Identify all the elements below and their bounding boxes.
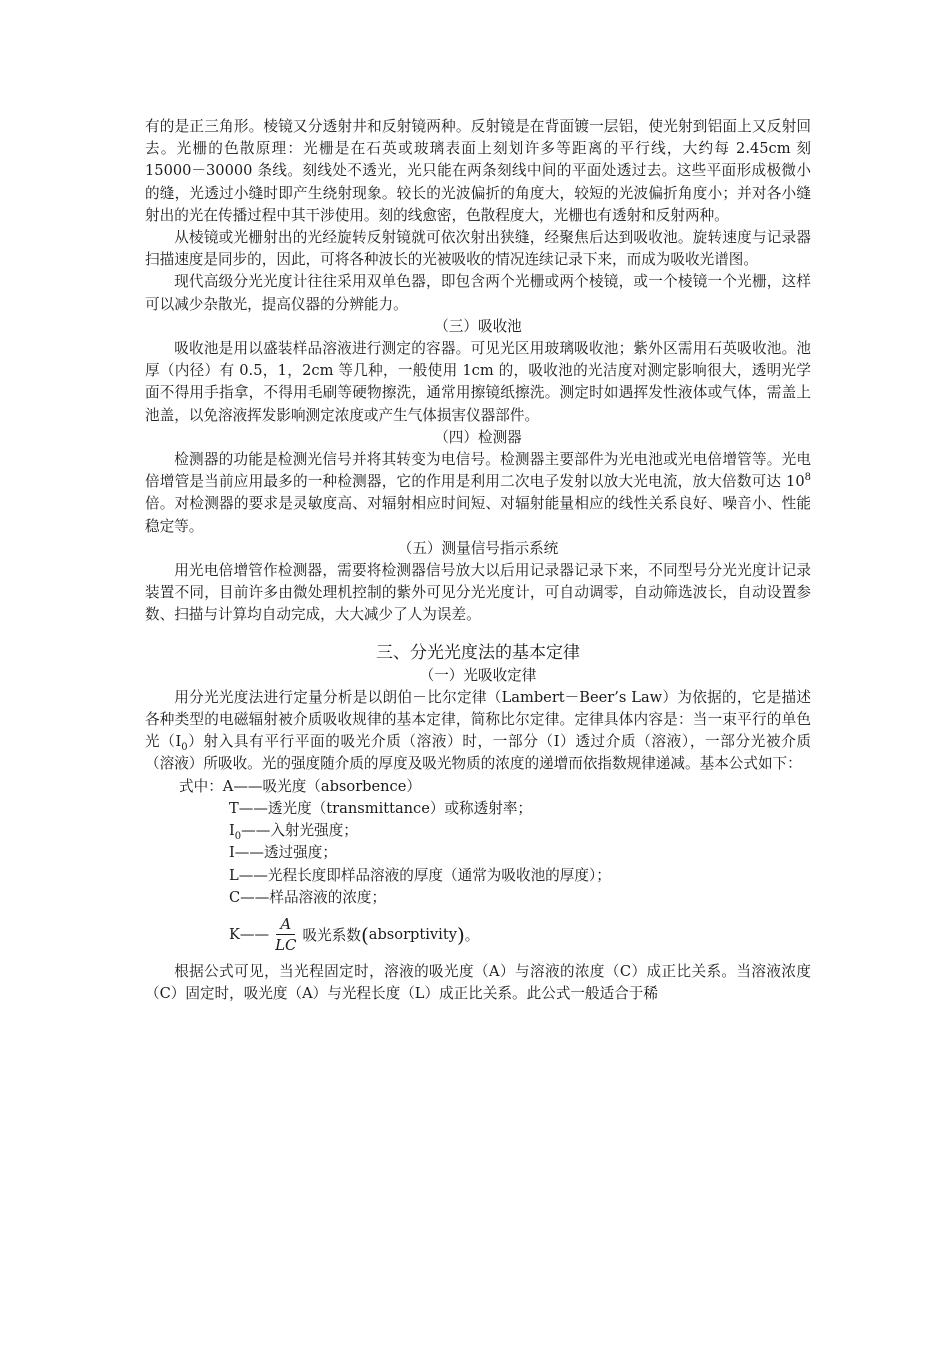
symbol-I0 xyxy=(229,820,811,842)
superscript-exponent: 8 xyxy=(804,472,811,484)
symbol-K xyxy=(229,909,811,961)
heading-absorption-cell: （三）吸收池 xyxy=(434,317,522,335)
paragraph-detector-text-a: 检测器的功能是检测光信号并将其转变为电信号。检测器主要部件为光电池或光电倍增管等。光电倍增管是当前应用最多的一种检测器，它的作用是利用二次电子发射以放大光电流，放大倍数可达 10 xyxy=(145,451,811,491)
symbol-K-end: 。 xyxy=(464,927,480,945)
symbol-C: C——样品溶液的浓度； xyxy=(229,888,387,906)
heading-signal-system: （五）测量信号指示系统 xyxy=(397,539,559,557)
paragraph-rotating-mirror: 从棱镜或光栅射出的光经旋转反射镜就可依次射出狭缝，经聚焦后达到吸收池。旋转速度与记录器扫描速度是同步的，因此，可将各种波长的光被吸收的情况连续记录下来，而成为吸收光谱图。 xyxy=(145,229,811,269)
symbol-I: I——透过强度； xyxy=(229,844,337,862)
paragraph-conclusion: 根据公式可见，当光程固定时，溶液的吸光度（A）与溶液的浓度（C）成正比关系。当溶液浓度（C）固定时，吸光度（A）与光程长度（L）成正比关系。此公式一般适合于稀 xyxy=(145,962,811,1003)
fraction-denominator: LC xyxy=(275,936,297,955)
paragraph-detector xyxy=(145,449,811,538)
subscript-zero: 0 xyxy=(181,742,188,754)
symbol-A: 式中：A——吸光度（absorbence） xyxy=(179,777,421,795)
symbol-K-english: absorptivity xyxy=(368,926,457,944)
symbol-I0-subscript: 0 xyxy=(234,831,242,842)
symbol-I0-text: ——入射光强度； xyxy=(241,822,358,840)
heading-detector: （四）检测器 xyxy=(434,428,522,446)
paragraph-lambert-beer-text-a: 用分光光度法进行定量分析是以朗伯－比尔定律（Lambert－Beer’s Law）为依据的，它是描述各种类型的电磁辐射被介质吸收规律的基本定律，简称比尔定律。定律具体内容是：当一束平行的单色光（I xyxy=(145,688,811,751)
paragraph-grating: 有的是正三角形。棱镜又分透射井和反射镜两种。反射镜是在背面镀一层铝，使光射到铝面上又反射回去。光栅的色散原理：光栅是在石英或玻璃表面上刻划许多等距离的平行线，大约每 2.45cm 刻 15000－30000 条线。刻线处不透光，光只能在两条刻线中间的平面处透过去。这些平面形成极微小的缝，光透过小缝时即产生绕射现象。较长的光波偏折的角度大，较短的光波偏折角度小；并对各小缝射出的光在传播过程中其干涉使用。刻的线愈密，色散程度大，光栅也有透射和反射两种。 xyxy=(145,118,811,224)
fraction-numerator: A xyxy=(276,914,295,935)
fraction-A-over-LC xyxy=(271,914,300,955)
symbol-definitions xyxy=(179,776,811,909)
heading-absorption-law: （一）光吸收定律 xyxy=(419,666,537,684)
paragraph-absorption-cell: 吸收池是用以盛装样品溶液进行测定的容器。可见光区用玻璃吸收池；紫外区需用石英吸收池。池厚（内径）有 0.5，1，2cm 等几种，一般使用 1cm 的，吸收池的光洁度对测定影响很大，透明光学面不得用手指拿，不得用毛刷等硬物擦洗，通常用擦镜纸擦洗。测定时如遇挥发性液体或气体，需盖上池盖，以免溶液挥发影响测定浓度或产生气体损害仪器部件。 xyxy=(145,340,811,424)
document-page xyxy=(145,116,811,1005)
symbol-L: L——光程长度即样品溶液的厚度（通常为吸收池的厚度）； xyxy=(229,866,611,884)
symbol-K-paren-close: ) xyxy=(456,922,465,947)
paragraph-lambert-beer xyxy=(145,687,811,776)
paragraph-signal-system: 用光电倍增管作检测器，需要将检测器信号放大以后用记录器记录下来，不同型号分光光度计记录装置不同，目前许多由微处理机控制的紫外可见分光光度计，可自动调零，自动筛选波长，自动设置参数、扫描与计算均自动完成，大大减少了人为误差。 xyxy=(145,562,811,624)
section-title-basic-law: 三、分光光度法的基本定律 xyxy=(376,642,580,663)
symbol-K-text: 吸光系数 xyxy=(302,927,361,945)
paragraph-double-monochromator: 现代高级分光光度计往往采用双单色器，即包含两个光栅或两个棱镜，或一个棱镜一个光栅，这样可以减少杂散光，提高仪器的分辨能力。 xyxy=(145,273,811,313)
symbol-I0-letter: I xyxy=(229,822,235,840)
paragraph-lambert-beer-text-b: ）射入具有平行平面的吸光介质（溶液）时，一部分（I）透过介质（溶液），一部分光被介质（溶液）所吸收。光的强度随介质的厚度及吸光物质的浓度的递增而依指数规律递减。基本公式如下： xyxy=(145,733,812,773)
symbol-T: T——透光度（transmittance）或称透射率； xyxy=(229,799,533,817)
symbol-K-paren-open: ( xyxy=(360,922,369,947)
symbol-K-prefix: K—— xyxy=(229,926,270,944)
paragraph-detector-text-b: 倍。对检测器的要求是灵敏度高、对辐射相应时间短、对辐射能量相应的线性关系良好、噪音小、性能稳定等。 xyxy=(145,495,811,535)
